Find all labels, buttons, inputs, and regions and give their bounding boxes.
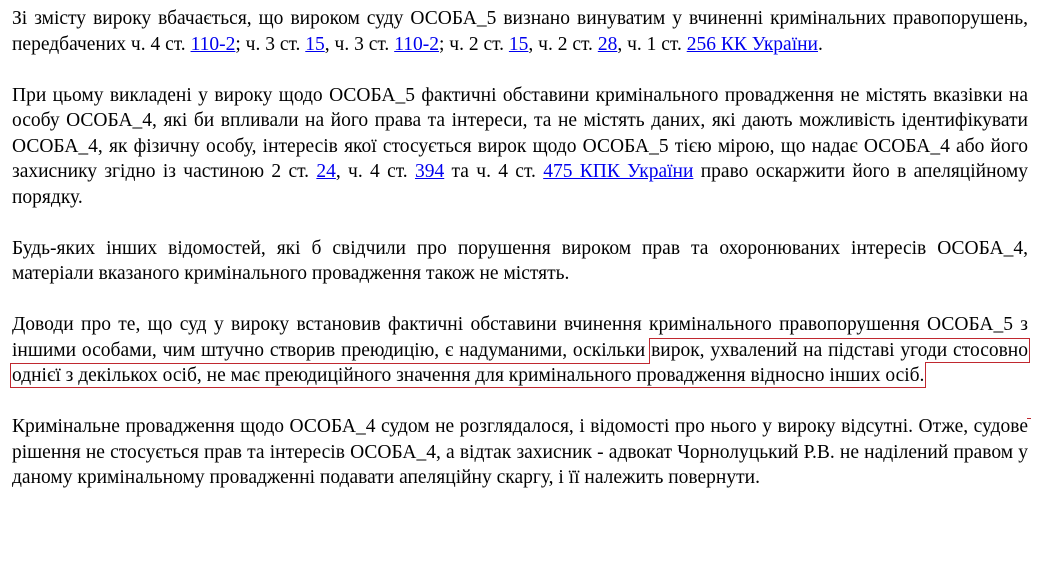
highlighted-text: вирок, ухвалений на підставі угоди стосовно однієї з декількох осіб, не має преюдиційного значення для кримінального провадження відносно інших осіб. [12,339,1028,386]
paragraph-text: , ч. 1 ст. [617,33,687,55]
paragraph-text: Доводи про те, що суд у вироку встановив фактичні обставини вчинення кримінального правопорушення ОСОБА_5 з іншими особами, чим штучно створив преюдицію, є надуманими, оскільки [12,314,1028,361]
law-link-24[interactable]: 24 [316,161,336,182]
law-link-256-kk[interactable]: 256 КК України [686,33,818,55]
paragraph-text: . [818,33,823,55]
paragraph-text: та ч. 4 ст. [444,161,544,182]
paragraph-text: Будь-яких інших відомостей, які б свідчили про порушення вироком прав та охоронюваних інтересів ОСОБА_4, матеріали вказаного кримінального провадження також не містять. [12,237,1028,284]
paragraph-text: ; ч. 3 ст. [235,33,306,55]
paragraph-text: , ч. 2 ст. [528,33,598,55]
paragraph-no-other-info [12,236,1028,287]
paragraph-text: ; ч. 2 ст. [438,33,509,55]
paragraph-text: При цьому викладені у вироку щодо ОСОБА_5 фактичні обставини кримінального провадження не містять вказівки на особу ОСОБА_4, які би впливали на його права та інтереси, та не містять даних, які дають можливість ідентифікувати ОСОБА_4, як фізичну особу, інтересів якої стосується вирок щодо ОСОБА_5 тією мірою, що надає ОСОБА_4 або його захиснику згідно із частиною 2 ст. [12,84,1028,182]
law-link-475-kpk[interactable]: 475 КПК України [543,161,694,182]
law-link-15[interactable]: 15 [305,33,325,55]
law-link-28[interactable]: 28 [597,33,618,55]
paragraph-text: Кримінальне провадження щодо ОСОБА_4 судом не розглядалося, і відомості про нього у вироку відсутні. Отже, судове рішення не стосується прав та інтересів ОСОБА_4, а відтак захисник - адвокат Чорнолуцький Р.В. не наділений правом у даному кримінальному провадженні подавати апеляційну скаргу, і її належить повернути. [12,416,1028,488]
paragraph-text: , ч. 4 ст. [335,161,415,182]
paragraph-conclusion [12,414,1028,491]
paragraph-text: Зі змісту вироку вбачається, що вироком суду ОСОБА_5 визнано винуватим у вчиненні кримінальних правопорушень, передбачених ч. 4 ст. [12,8,1028,55]
paragraph-circumstances [12,83,1028,211]
paragraph-text: , ч. 3 ст. [324,33,395,55]
highlight-edge-mark [1027,418,1031,423]
law-link-394[interactable]: 394 [414,161,445,182]
paragraph-verdict-content [12,6,1028,57]
paragraph-text: право оскаржити його в апеляційному порядку. [12,161,1028,208]
paragraph-prejudice-arguments [12,312,1028,389]
law-link-110-2[interactable]: 110-2 [190,33,236,55]
law-link-15-second[interactable]: 15 [508,33,529,55]
law-link-110-2-second[interactable]: 110-2 [394,33,439,55]
